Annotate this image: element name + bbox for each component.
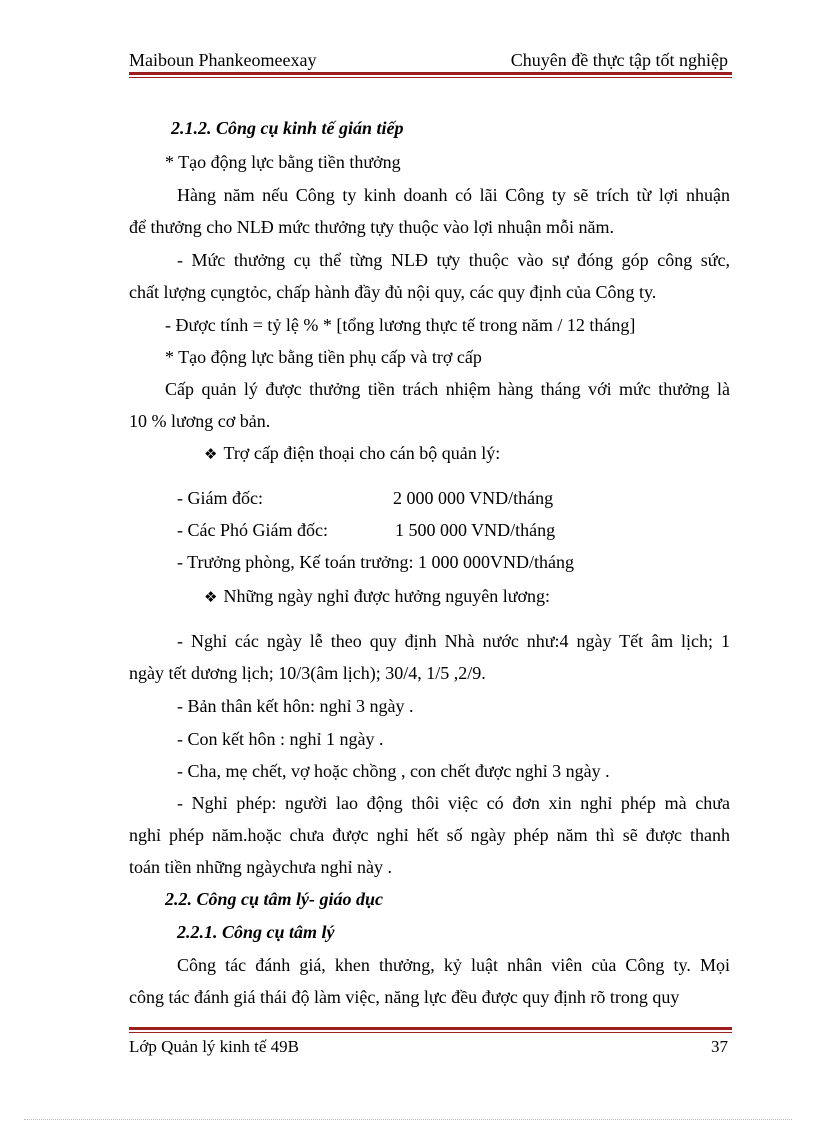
footer-rule [129, 1027, 732, 1030]
bullet-text: Những ngày nghỉ được hưởng nguyên lương: [223, 586, 551, 606]
paragraph-line: nghỉ phép năm.hoặc chưa được nghỉ hết số ngày phép năm thì sẽ được thanh [129, 825, 730, 845]
paragraph-line: * Tạo động lực bằng tiền phụ cấp và trợ cấp [165, 347, 482, 367]
paragraph-line: ngày tết dương lịch; 10/3(âm lịch); 30/4, 1/5 ,2/9. [129, 663, 486, 683]
bullet-text: Trợ cấp điện thoại cho cán bộ quản lý: [223, 443, 501, 463]
header-rule-thin [129, 77, 732, 78]
page-number: 37 [711, 1037, 728, 1056]
page-header [129, 48, 728, 72]
paragraph-line: - Được tính = tỷ lệ % * [tổng lương thực tế trong năm / 12 tháng] [165, 315, 636, 335]
bullet-item [204, 584, 550, 609]
allowance-value: 2 000 000 VND/tháng [393, 488, 554, 508]
paragraph-line: - Con kết hôn : nghỉ 1 ngày . [177, 729, 384, 749]
paragraph-line: toán tiền những ngàychưa nghỉ này . [129, 857, 392, 877]
paragraph-line: Công tác đánh giá, khen thưởng, kỷ luật nhân viên của Công ty. Mọi [177, 955, 730, 975]
paragraph-line: - Bản thân kết hôn: nghỉ 3 ngày . [177, 696, 414, 716]
allowance-label: - Các Phó Giám đốc: [177, 520, 328, 540]
paragraph-line: - Nghỉ phép: người lao động thôi việc có đơn xin nghỉ phép mà chưa [177, 793, 730, 813]
section-heading-2-2-1: 2.2.1. Công cụ tâm lý [177, 922, 335, 942]
paragraph-line: chất lượng cụngtỏc, chấp hành đầy đủ nội quy, các quy định của Công ty. [129, 282, 657, 302]
header-rule [129, 72, 732, 75]
paragraph-line: - Nghỉ các ngày lễ theo quy định Nhà nước như:4 ngày Tết âm lịch; 1 [177, 631, 730, 651]
paragraph-line: để thưởng cho NLĐ mức thưởng tựy thuộc vào lợi nhuận mỗi năm. [129, 217, 615, 237]
paragraph-line: - Mức thưởng cụ thể từng NLĐ tựy thuộc vào sự đóng góp công sức, [177, 250, 730, 270]
footer-class-name: Lớp Quản lý kinh tế 49B [129, 1037, 299, 1056]
paragraph-line: Hàng năm nếu Công ty kinh doanh có lãi Công ty sẽ trích từ lợi nhuận [177, 185, 730, 205]
allowance-label: - Giám đốc: [177, 488, 263, 508]
allowance-value: 1 500 000 VND/tháng [395, 520, 556, 540]
allowance-row [177, 486, 737, 510]
header-author: Maiboun Phankeomeexay [129, 50, 317, 70]
section-heading-2-2: 2.2. Công cụ tâm lý- giáo dục [165, 889, 384, 909]
bullet-item [204, 441, 500, 466]
paragraph-line: Cấp quản lý được thưởng tiền trách nhiệm hàng tháng với mức thưởng là [165, 379, 730, 399]
diamond-bullet-icon: ❖ [204, 588, 218, 606]
footer-rule-thin [129, 1032, 732, 1033]
allowance-row: - Trưởng phòng, Kế toán trưởng: 1 000 000VND/tháng [177, 552, 575, 572]
page-bottom-border [24, 1119, 792, 1120]
paragraph-line: * Tạo động lực bằng tiền thưởng [165, 152, 401, 172]
diamond-bullet-icon: ❖ [204, 445, 218, 463]
paragraph-line: 10 % lương cơ bản. [129, 411, 271, 431]
paragraph-line: - Cha, mẹ chết, vợ hoặc chồng , con chết được nghỉ 3 ngày . [177, 761, 610, 781]
paragraph-line: công tác đánh giá thái độ làm việc, năng lực đều được quy định rõ trong quy [129, 987, 680, 1007]
allowance-row [177, 518, 737, 542]
section-heading-2-1-2: 2.1.2. Công cụ kinh tế gián tiếp [171, 118, 404, 138]
header-title: Chuyên đề thực tập tốt nghiệp [510, 50, 728, 70]
